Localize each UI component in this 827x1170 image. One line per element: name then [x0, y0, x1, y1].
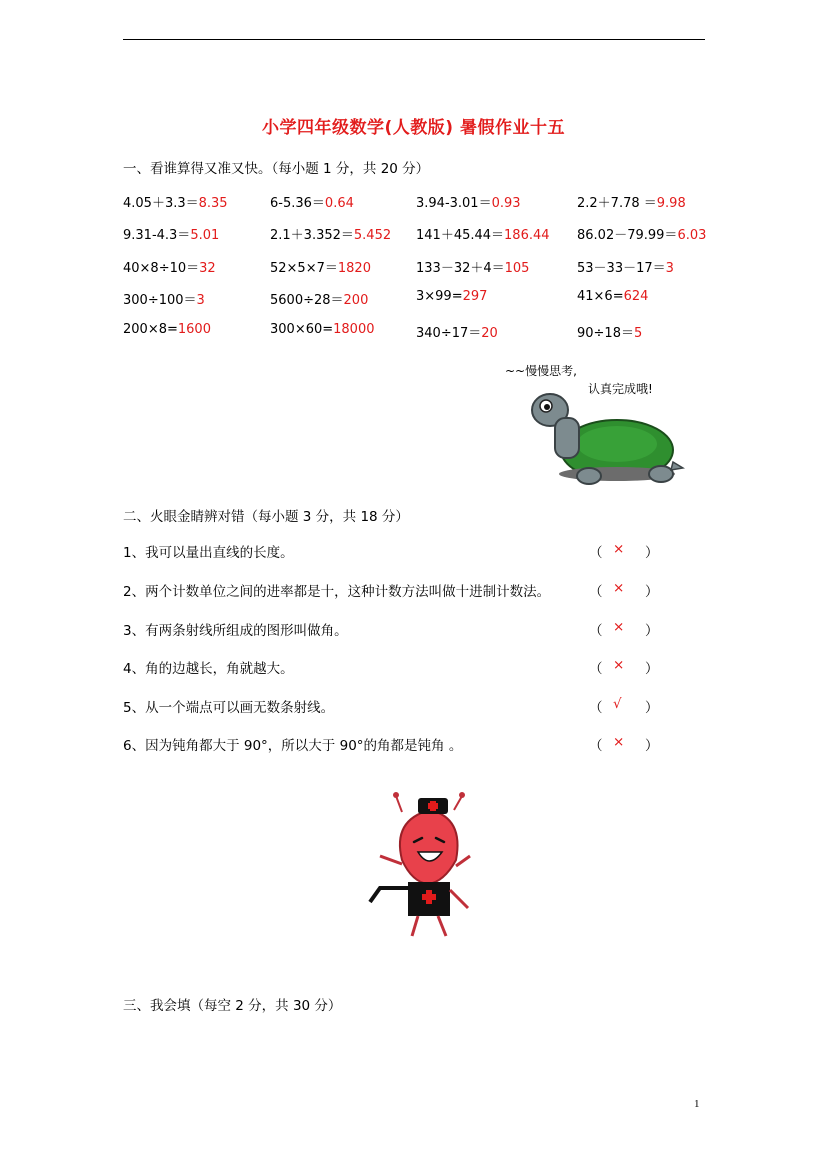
calc-question: 4.05＋3.3＝: [123, 196, 199, 211]
calc-answer: 3: [196, 293, 205, 308]
calc-question: 340÷17＝: [416, 326, 482, 341]
cross-mark: ×: [613, 619, 625, 635]
calc-question: 90÷18＝: [577, 326, 634, 341]
calc-problem: [270, 257, 371, 276]
calc-answer: 6.03: [677, 228, 707, 243]
mascot-illustration: [362, 790, 474, 940]
close-paren: ）: [645, 700, 659, 716]
calc-problem: [123, 192, 228, 211]
cross-mark: ×: [613, 657, 625, 673]
close-paren: ）: [645, 661, 659, 677]
statement-text: 6、因为钝角都大于 90°，所以大于 90°的角都是钝角 。: [123, 738, 463, 754]
calc-answer: 1600: [177, 322, 211, 337]
statement-text: 1、我可以量出直线的长度。: [123, 545, 294, 561]
calc-question: 52×5×7＝: [270, 261, 338, 276]
open-paren: （: [589, 738, 603, 754]
calc-question: 41×6=: [577, 289, 624, 304]
calc-answer: 0.64: [324, 196, 354, 211]
calc-answer: 0.93: [491, 196, 521, 211]
calc-question: 2.1＋3.352＝: [270, 228, 354, 243]
calc-problem: [416, 192, 521, 211]
calc-problem: [416, 224, 550, 243]
calc-answer: 200: [343, 293, 369, 308]
calc-problem: [270, 224, 391, 243]
calc-answer: 186.44: [504, 228, 550, 243]
calc-problem: [270, 322, 375, 337]
calc-question: 2.2＋7.78 ＝: [577, 196, 657, 211]
calc-answer: 105: [504, 261, 530, 276]
section-3-heading: 三、我会填（每空 2 分，共 30 分）: [123, 998, 342, 1014]
open-paren: （: [589, 661, 603, 677]
open-paren: （: [589, 700, 603, 716]
page-number: 1: [694, 1098, 700, 1110]
document-title: 小学四年级数学(人教版) 暑假作业十五: [262, 118, 565, 138]
close-paren: ）: [645, 738, 659, 754]
close-paren: ）: [645, 584, 659, 600]
calc-problem: [123, 322, 211, 337]
calc-problem: [270, 192, 354, 211]
close-paren: ）: [645, 545, 659, 561]
calc-question: 86.02－79.99＝: [577, 228, 678, 243]
calc-question: 300×60=: [270, 322, 334, 337]
check-mark: √: [613, 696, 622, 712]
calc-problem: [416, 322, 498, 341]
calc-problem: [577, 289, 648, 304]
calc-answer: 1820: [337, 261, 371, 276]
cross-mark: ×: [613, 580, 625, 596]
calc-question: 133－32＋4＝: [416, 261, 505, 276]
calc-answer: 5.452: [353, 228, 392, 243]
turtle-icon: [505, 358, 685, 488]
calc-question: 3.94-3.01＝: [416, 196, 492, 211]
open-paren: （: [589, 623, 603, 639]
calc-problem: [123, 289, 205, 308]
turtle-illustration: [505, 358, 685, 488]
calc-problem: [577, 224, 706, 243]
calc-question: 40×8÷10＝: [123, 261, 200, 276]
statement-text: 4、角的边越长，角就越大。: [123, 661, 294, 677]
calc-question: 5600÷28＝: [270, 293, 344, 308]
calc-problem: [270, 289, 368, 308]
statement-text: 2、两个计数单位之间的进率都是十，这种计数方法叫做十进制计数法。: [123, 584, 551, 600]
calc-answer: 32: [199, 261, 216, 276]
calc-problem: [416, 257, 529, 276]
statement-text: 3、有两条射线所组成的图形叫做角。: [123, 623, 348, 639]
calc-answer: 18000: [333, 322, 375, 337]
turtle-speech-line-1: ~~慢慢思考,: [505, 364, 577, 378]
statement-text: 5、从一个端点可以画无数条射线。: [123, 700, 335, 716]
calc-problem: [577, 192, 686, 211]
calc-answer: 297: [462, 289, 488, 304]
calc-problem: [123, 224, 219, 243]
calc-problem: [577, 257, 674, 276]
calc-question: 141＋45.44＝: [416, 228, 505, 243]
close-paren: ）: [645, 623, 659, 639]
calc-question: 3×99=: [416, 289, 463, 304]
calc-answer: 20: [481, 326, 498, 341]
calc-question: 6-5.36＝: [270, 196, 325, 211]
calc-problem: [416, 289, 487, 304]
header-rule: [123, 39, 705, 40]
turtle-speech-line-2: 认真完成哦!: [588, 382, 653, 396]
calc-question: 300÷100＝: [123, 293, 197, 308]
nurse-mascot-icon: [362, 790, 474, 940]
cross-mark: ×: [613, 734, 625, 750]
open-paren: （: [589, 584, 603, 600]
calc-problem: [123, 257, 216, 276]
calc-answer: 5.01: [190, 228, 220, 243]
open-paren: （: [589, 545, 603, 561]
calc-answer: 5: [633, 326, 643, 341]
calc-answer: 8.35: [198, 196, 228, 211]
calc-question: 200×8=: [123, 322, 178, 337]
section-1-heading: 一、看谁算得又准又快。（每小题 1 分，共 20 分）: [123, 161, 430, 177]
calc-question: 53－33－17＝: [577, 261, 666, 276]
calc-answer: 3: [665, 261, 674, 276]
calc-answer: 9.98: [656, 196, 686, 211]
calc-problem: [577, 322, 642, 341]
calc-question: 9.31-4.3＝: [123, 228, 191, 243]
section-2-heading: 二、火眼金睛辨对错（每小题 3 分，共 18 分）: [123, 509, 409, 525]
calc-answer: 624: [623, 289, 649, 304]
cross-mark: ×: [613, 541, 625, 557]
